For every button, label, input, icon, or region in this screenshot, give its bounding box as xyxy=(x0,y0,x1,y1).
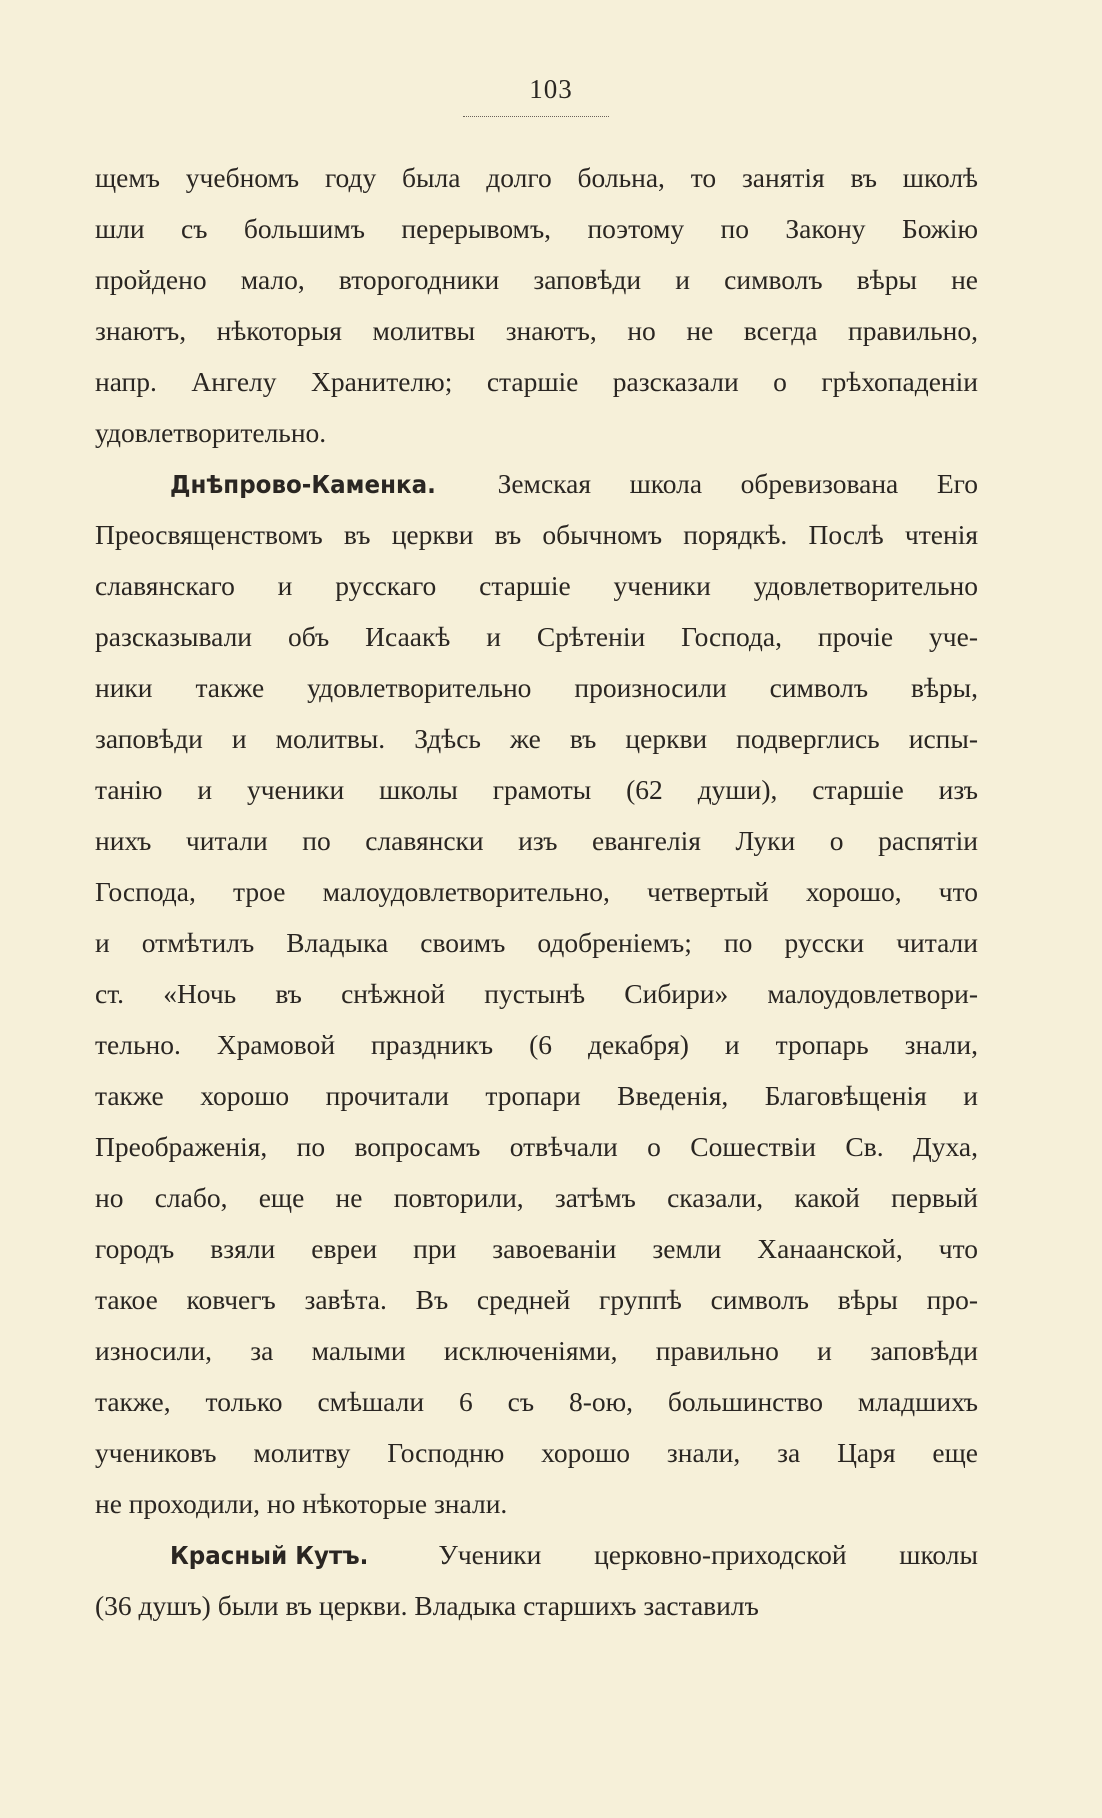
text-line xyxy=(95,713,978,764)
text-line xyxy=(95,152,978,203)
text-line xyxy=(95,305,978,356)
text-line xyxy=(95,356,978,407)
line-text: Преосвященствомъ въ церкви въ обычномъ порядкѣ. Послѣ чтенія xyxy=(95,519,978,550)
body-text xyxy=(95,152,978,1631)
text-line xyxy=(95,1172,978,1223)
line-text: тельно. Храмовой праздникъ (6 декабря) и тропарь знали, xyxy=(95,1029,978,1060)
text-line xyxy=(95,458,978,509)
line-text: Ученики церковно-приходской школы xyxy=(438,1539,978,1570)
place-heading: Красный Кутъ. xyxy=(170,1541,369,1570)
line-text: такое ковчегъ завѣта. Въ средней группѣ символъ вѣры про- xyxy=(95,1284,978,1315)
text-line xyxy=(95,1325,978,1376)
text-line xyxy=(95,1121,978,1172)
line-text: удовлетворительно. xyxy=(95,417,327,448)
line-text: ст. «Ночь въ снѣжной пустынѣ Сибири» малоудовлетвори- xyxy=(95,978,978,1009)
line-text: также, только смѣшали 6 съ 8-ою, большинство младшихъ xyxy=(95,1386,978,1417)
page-number: 103 xyxy=(529,74,573,104)
text-line xyxy=(95,203,978,254)
text-line xyxy=(95,509,978,560)
paragraph xyxy=(95,458,978,1529)
paragraph xyxy=(95,1529,978,1631)
line-text: напр. Ангелу Хранителю; старшіе разсказали о грѣхопаденіи xyxy=(95,366,978,397)
text-line xyxy=(95,968,978,1019)
text-line xyxy=(95,1070,978,1121)
text-line xyxy=(95,560,978,611)
text-line xyxy=(95,1019,978,1070)
text-line xyxy=(95,815,978,866)
text-line xyxy=(95,662,978,713)
line-text: Земская школа обревизована Его xyxy=(497,468,978,499)
text-line xyxy=(95,1427,978,1478)
line-text: заповѣди и молитвы. Здѣсь же въ церкви подверглись испы- xyxy=(95,723,978,754)
text-line xyxy=(95,764,978,815)
line-text: также хорошо прочитали тропари Введенія, Благовѣщенія и xyxy=(95,1080,978,1111)
line-text: ники также удовлетворительно произносили символъ вѣры, xyxy=(95,672,978,703)
line-text: разсказывали объ Исаакѣ и Срѣтеніи Господа, прочіе уче- xyxy=(95,621,978,652)
line-text: пройдено мало, второгодники заповѣди и символъ вѣры не xyxy=(95,264,978,295)
page-header xyxy=(0,74,1102,110)
text-line xyxy=(95,407,978,458)
text-line xyxy=(95,1580,978,1631)
line-text: износили, за малыми исключеніями, правильно и заповѣди xyxy=(95,1335,978,1366)
text-line xyxy=(95,1223,978,1274)
line-text: славянскаго и русскаго старшіе ученики удовлетворительно xyxy=(95,570,978,601)
text-line xyxy=(95,611,978,662)
header-divider xyxy=(463,116,609,117)
text-line xyxy=(95,1376,978,1427)
line-text: и отмѣтилъ Владыка своимъ одобреніемъ; по русски читали xyxy=(95,927,978,958)
line-text: шли съ большимъ перерывомъ, поэтому по Закону Божію xyxy=(95,213,978,244)
line-text: городъ взяли евреи при завоеваніи земли Ханаанской, что xyxy=(95,1233,978,1264)
text-line xyxy=(95,254,978,305)
line-text: но слабо, еще не повторили, затѣмъ сказали, какой первый xyxy=(95,1182,978,1213)
line-text: нихъ читали по славянски изъ евангелія Луки о распятіи xyxy=(95,825,978,856)
text-line xyxy=(95,866,978,917)
line-text: щемъ учебномъ году была долго больна, то занятія въ школѣ xyxy=(95,162,978,193)
line-text: знаютъ, нѣкоторыя молитвы знаютъ, но не всегда правильно, xyxy=(95,315,978,346)
line-text: Преображенія, по вопросамъ отвѣчали о Сошествіи Св. Духа, xyxy=(95,1131,978,1162)
text-line xyxy=(95,917,978,968)
text-line xyxy=(95,1274,978,1325)
text-line xyxy=(95,1478,978,1529)
line-text: (36 душъ) были въ церкви. Владыка старшихъ заставилъ xyxy=(95,1590,759,1621)
place-heading: Днѣпрово-Каменка. xyxy=(170,470,436,499)
line-text: Господа, трое малоудовлетворительно, четвертый хорошо, что xyxy=(95,876,978,907)
line-text: не проходили, но нѣкоторые знали. xyxy=(95,1488,508,1519)
line-text: танію и ученики школы грамоты (62 души), старшіе изъ xyxy=(95,774,978,805)
line-text: учениковъ молитву Господню хорошо знали, за Царя еще xyxy=(95,1437,978,1468)
paragraph xyxy=(95,152,978,458)
text-line xyxy=(95,1529,978,1580)
